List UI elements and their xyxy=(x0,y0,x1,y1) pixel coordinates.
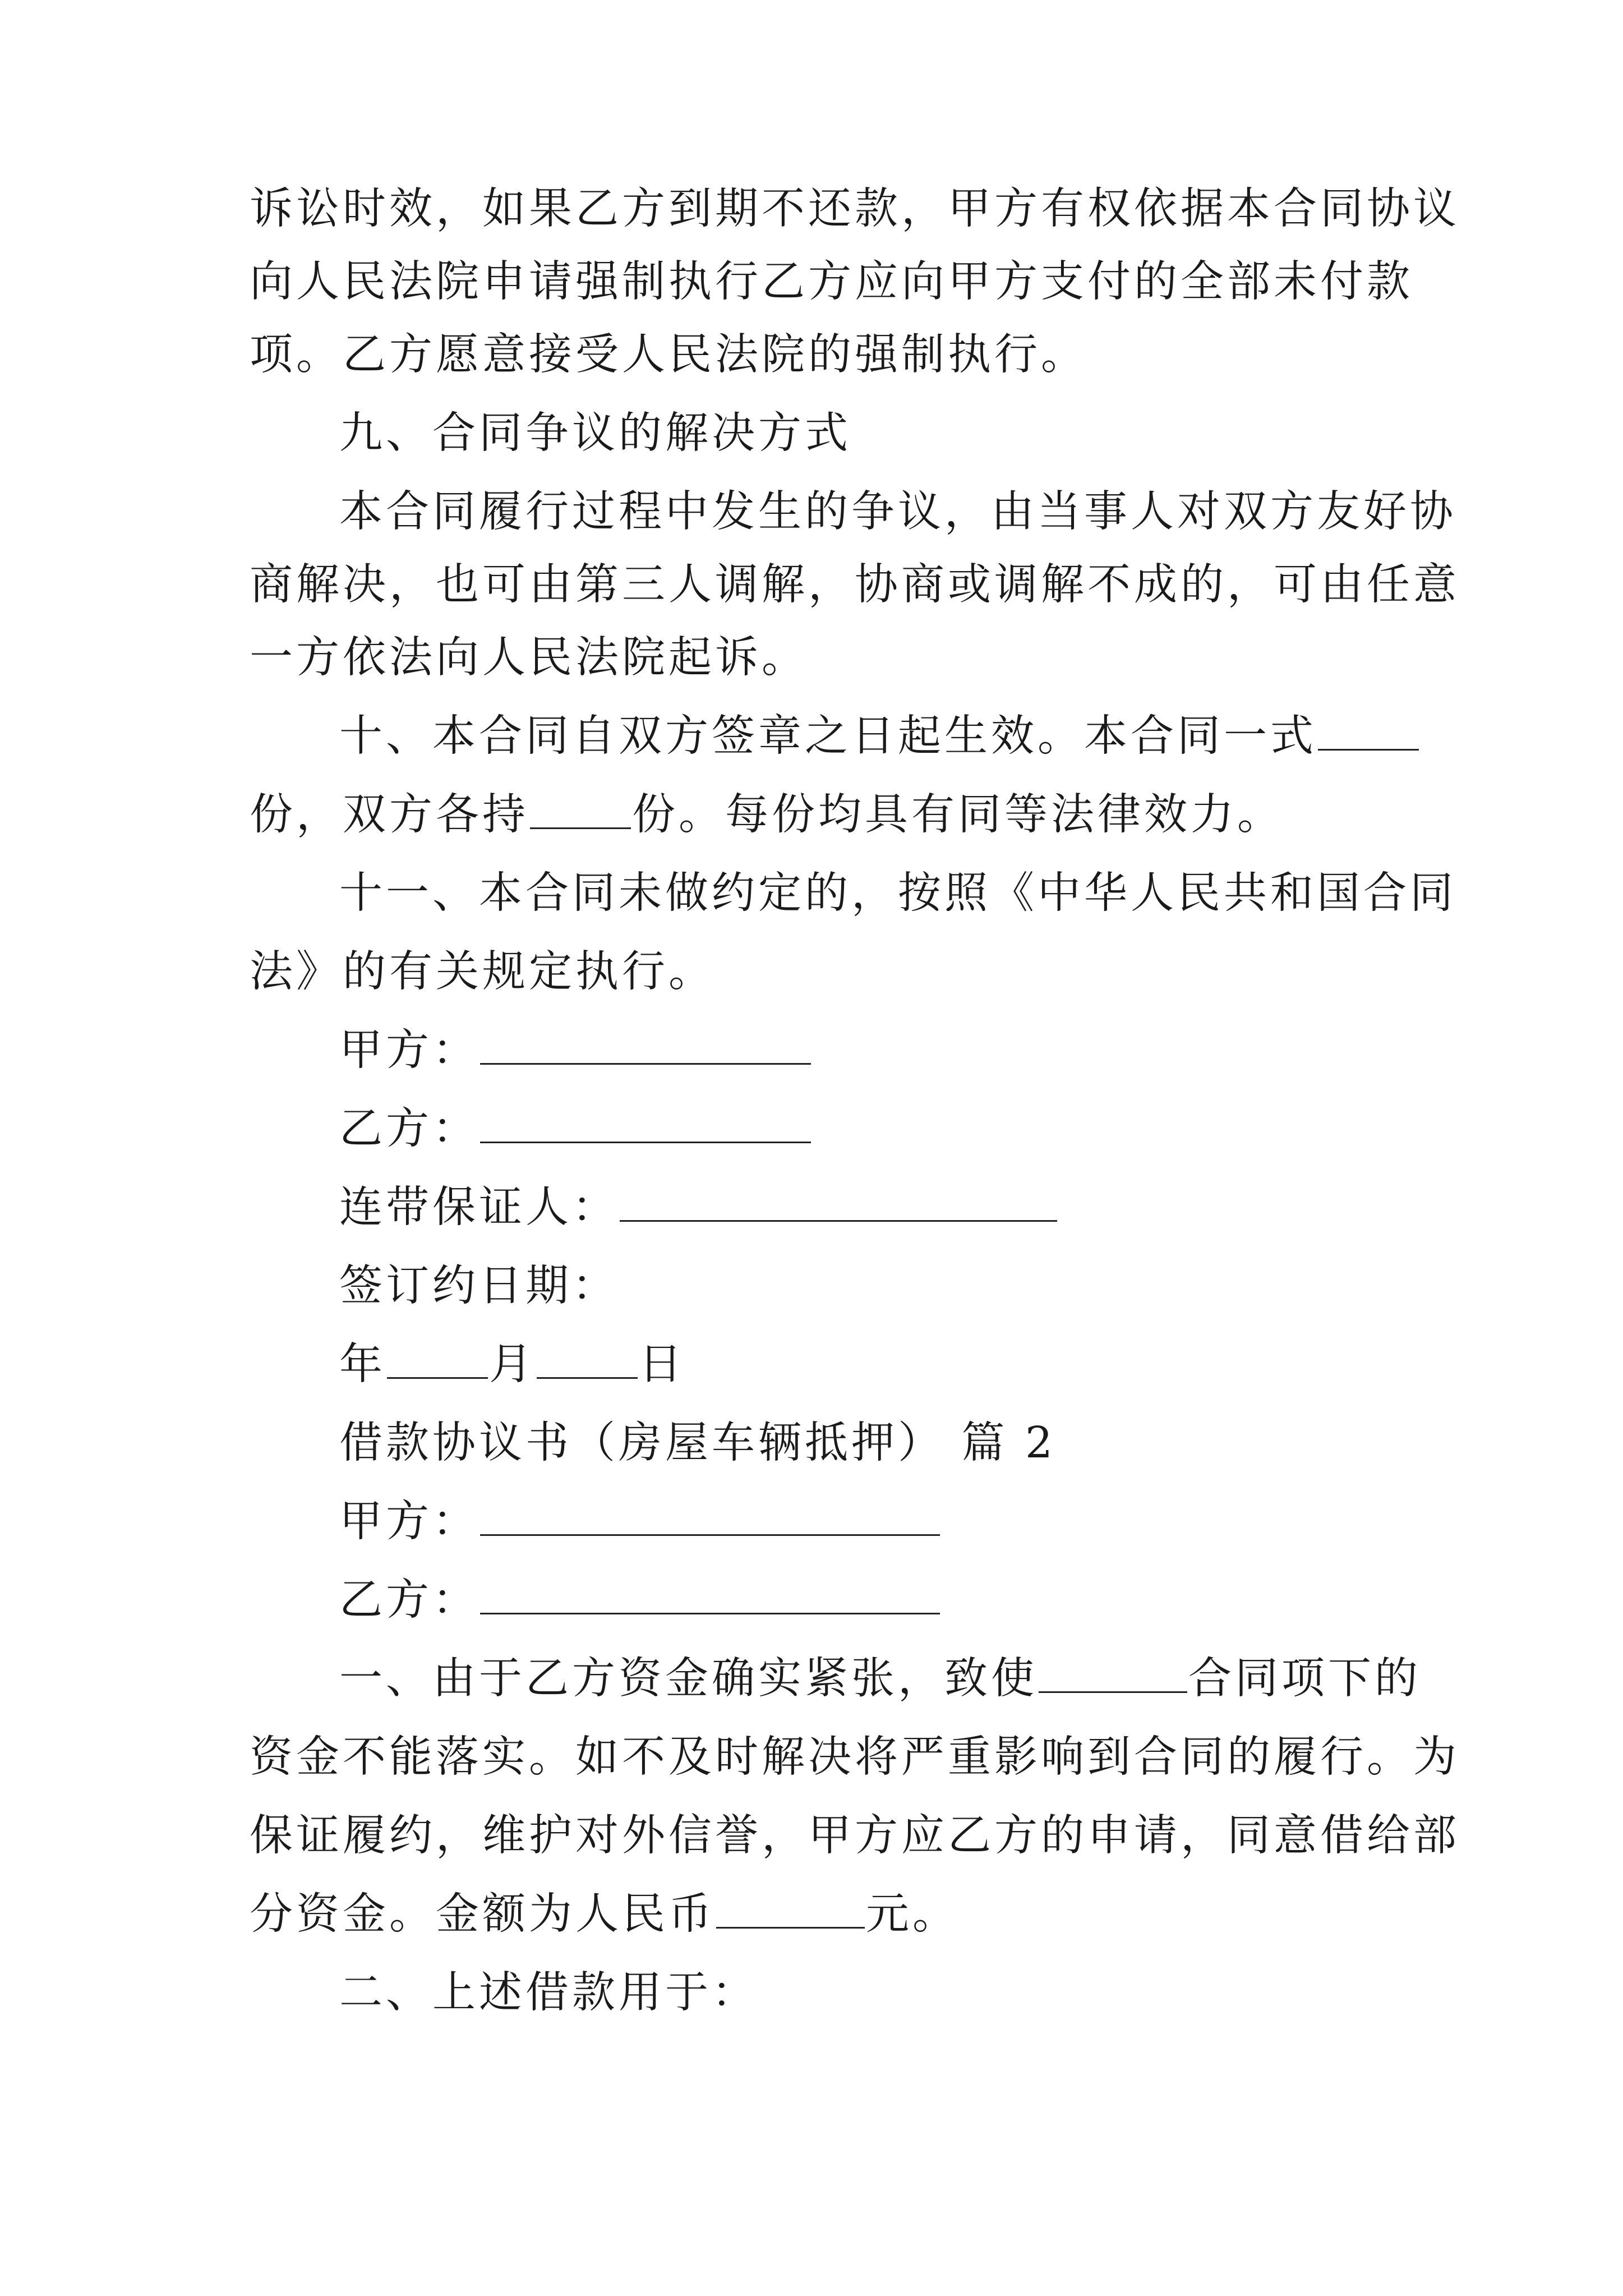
line-text: 甲方： xyxy=(339,1497,479,1547)
line-text: 诉讼时效，如果乙方到期不还款，甲方有权依据本合同协议 xyxy=(250,184,1460,234)
month-blank xyxy=(387,1342,488,1379)
line-text: 借款协议书（房屋车辆抵押） 篇 2 xyxy=(339,1418,1056,1468)
line-text: 签订约日期： xyxy=(339,1261,619,1311)
amount-blank xyxy=(716,1892,865,1929)
line-text: 资金不能落实。如不及时解决将严重影响到合同的履行。为 xyxy=(250,1732,1460,1782)
paragraph-line xyxy=(339,481,1472,543)
line-text: 一方依法向人民法院起诉。 xyxy=(250,633,808,683)
line-text: 九、合同争议的解决方式 xyxy=(339,408,851,458)
line-text: 份，双方各持 xyxy=(250,790,529,840)
line-text: 元。 xyxy=(866,1889,959,1939)
party-b-line xyxy=(339,1570,1472,1631)
date-line xyxy=(339,1334,1472,1396)
section-title-part-2 xyxy=(339,1412,1472,1474)
line-text: 十、本合同自双方签章之日起生效。本合同一式 xyxy=(339,711,1317,761)
party-a-line xyxy=(339,1491,1472,1553)
party-a-blank xyxy=(480,1499,940,1536)
clause-11-line xyxy=(339,863,1472,924)
clause-11-line xyxy=(250,941,1382,1003)
clause-1-line xyxy=(250,1884,1382,1945)
party-a-signature-line xyxy=(339,1020,1472,1082)
sign-date-label xyxy=(339,1255,1472,1317)
paragraph-line xyxy=(250,178,1460,240)
line-text: 合同项下的 xyxy=(1188,1654,1421,1704)
line-text: 甲方： xyxy=(339,1025,479,1075)
paragraph-line xyxy=(250,251,1413,313)
line-text: 保证履约，维护对外信誉，甲方应乙方的申请，同意借给部 xyxy=(250,1811,1460,1861)
line-text: 项。乙方愿意接受人民法院的强制执行。 xyxy=(250,330,1087,380)
line-text: 十一、本合同未做约定的，按照《中华人民共和国合同 xyxy=(339,868,1456,918)
line-text: 商解决，也可由第三人调解，协商或调解不成的，可由任意 xyxy=(250,560,1460,610)
clause-2-line xyxy=(339,1962,1472,2024)
clause-10-line xyxy=(250,784,1382,846)
line-text: 一、由于乙方资金确实紧张，致使 xyxy=(339,1654,1038,1704)
copies-total-blank xyxy=(1318,714,1419,751)
copies-each-blank xyxy=(530,793,631,829)
line-text: 连带保证人： xyxy=(339,1182,619,1232)
line-text: 二、上述借款用于： xyxy=(339,1968,758,2018)
guarantor-signature-line xyxy=(339,1177,1472,1239)
clause-10-line xyxy=(339,706,1472,767)
party-b-blank xyxy=(480,1107,811,1143)
line-text: 日 xyxy=(639,1340,685,1389)
guarantor-blank xyxy=(620,1185,1057,1222)
line-text: 年 xyxy=(339,1340,386,1389)
line-text: 分资金。金额为人民币 xyxy=(250,1889,715,1939)
line-text: 法》的有关规定执行。 xyxy=(250,947,715,997)
paragraph-line xyxy=(250,554,1460,616)
party-a-blank xyxy=(480,1028,811,1065)
contract-name-blank xyxy=(1039,1657,1187,1693)
party-b-blank xyxy=(480,1578,940,1614)
clause-1-line xyxy=(339,1648,1472,1710)
paragraph-line xyxy=(250,627,1382,689)
line-text: 份。每份均具有同等法律效力。 xyxy=(632,790,1284,840)
party-b-signature-line xyxy=(339,1098,1472,1160)
clause-1-line xyxy=(250,1727,1460,1788)
line-text: 乙方： xyxy=(339,1104,479,1154)
line-text: 向人民法院申请强制执行乙方应向甲方支付的全部未付款 xyxy=(250,257,1413,307)
day-blank xyxy=(537,1342,638,1379)
line-text: 本合同履行过程中发生的争议，由当事人对双方友好协 xyxy=(339,487,1456,537)
line-text: 月 xyxy=(489,1340,536,1389)
clause-1-line xyxy=(250,1805,1460,1867)
line-text: 乙方： xyxy=(339,1575,479,1625)
paragraph-line xyxy=(250,324,1382,386)
section-heading-9 xyxy=(339,403,1472,464)
